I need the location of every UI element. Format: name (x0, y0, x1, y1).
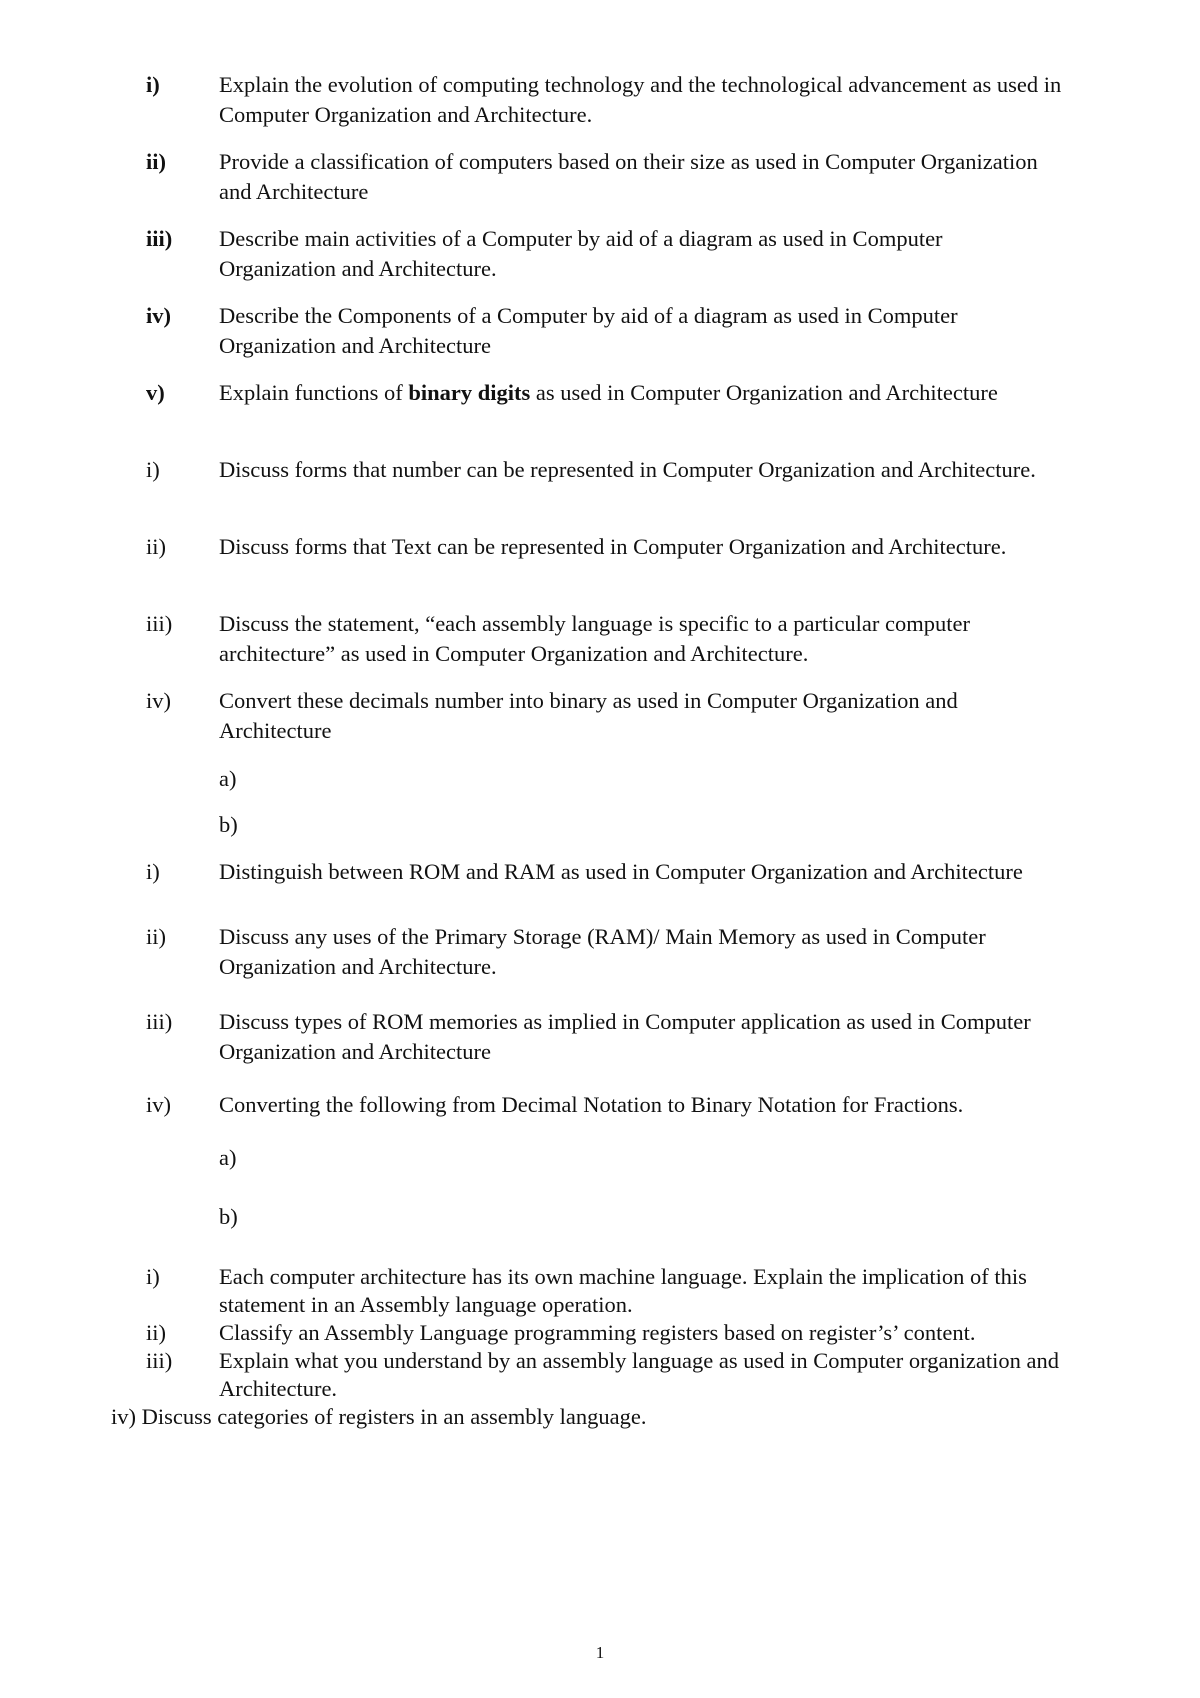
question-number: iii) (146, 611, 173, 636)
question-number: iii) (146, 1009, 173, 1034)
question-text: Convert these decimals number into binary as used in Computer Organization and Architecture (219, 688, 958, 743)
question-number: i) (146, 72, 160, 97)
question-text-start: Explain functions of (219, 380, 409, 405)
question-number: ii) (146, 149, 166, 174)
question-number: ii) (146, 1320, 166, 1345)
question-text: Describe main activities of a Computer by aid of a diagram as used in Computer Organization and Architecture. (219, 226, 943, 281)
bold-term: binary digits (408, 380, 531, 405)
question-text: Discuss types of ROM memories as implied in Computer application as used in Computer Organization and Architecture (219, 1009, 1031, 1064)
question-number: v) (146, 380, 165, 405)
question-number: iv) (146, 303, 171, 328)
question-number: iv) (146, 688, 171, 713)
question-number: i) (146, 457, 160, 482)
question-number: i) (146, 859, 160, 884)
sub-item-label: b) (219, 812, 238, 837)
question-text: Discuss forms that number can be represented in Computer Organization and Architecture. (219, 457, 1036, 482)
question-text: Describe the Components of a Computer by aid of a diagram as used in Computer Organization and Architecture (219, 303, 958, 358)
page-number: 1 (595, 1643, 605, 1662)
question-text: Discuss the statement, “each assembly language is specific to a particular computer architecture” as used in Computer Organization and Architecture. (219, 611, 970, 666)
sub-item-label: a) (219, 766, 237, 791)
question-item-unindented: iv) Discuss categories of registers in an assembly language. (111, 1404, 647, 1429)
question-number: ii) (146, 924, 166, 949)
question-text: Provide a classification of computers based on their size as used in Computer Organization and Architecture (219, 149, 1038, 204)
question-number: iii) (146, 226, 173, 251)
question-number: iii) (146, 1348, 173, 1373)
question-text: Classify an Assembly Language programming registers based on register’s’ content. (219, 1320, 976, 1345)
question-text: Each computer architecture has its own machine language. Explain the implication of this statement in an Assembly language operation. (219, 1264, 1027, 1317)
sub-item-label: b) (219, 1204, 238, 1229)
question-text: Discuss any uses of the Primary Storage (RAM)/ Main Memory as used in Computer Organization and Architecture. (219, 924, 986, 979)
question-number: ii) (146, 534, 166, 559)
question-text: Converting the following from Decimal Notation to Binary Notation for Fractions. (219, 1092, 964, 1117)
question-text: Discuss forms that Text can be represented in Computer Organization and Architecture. (219, 534, 1007, 559)
question-text: Distinguish between ROM and RAM as used in Computer Organization and Architecture (219, 859, 1023, 884)
question-text: Explain the evolution of computing technology and the technological advancement as used in Computer Organization and Architecture. (219, 72, 1062, 127)
sub-item-label: a) (219, 1145, 237, 1170)
question-text (219, 378, 1064, 408)
question-number: iv) (146, 1092, 171, 1117)
question-text-end: as used in Computer Organization and Architecture (530, 380, 998, 405)
question-number: i) (146, 1264, 160, 1289)
question-text: Explain what you understand by an assembly language as used in Computer organization and Architecture. (219, 1348, 1060, 1401)
